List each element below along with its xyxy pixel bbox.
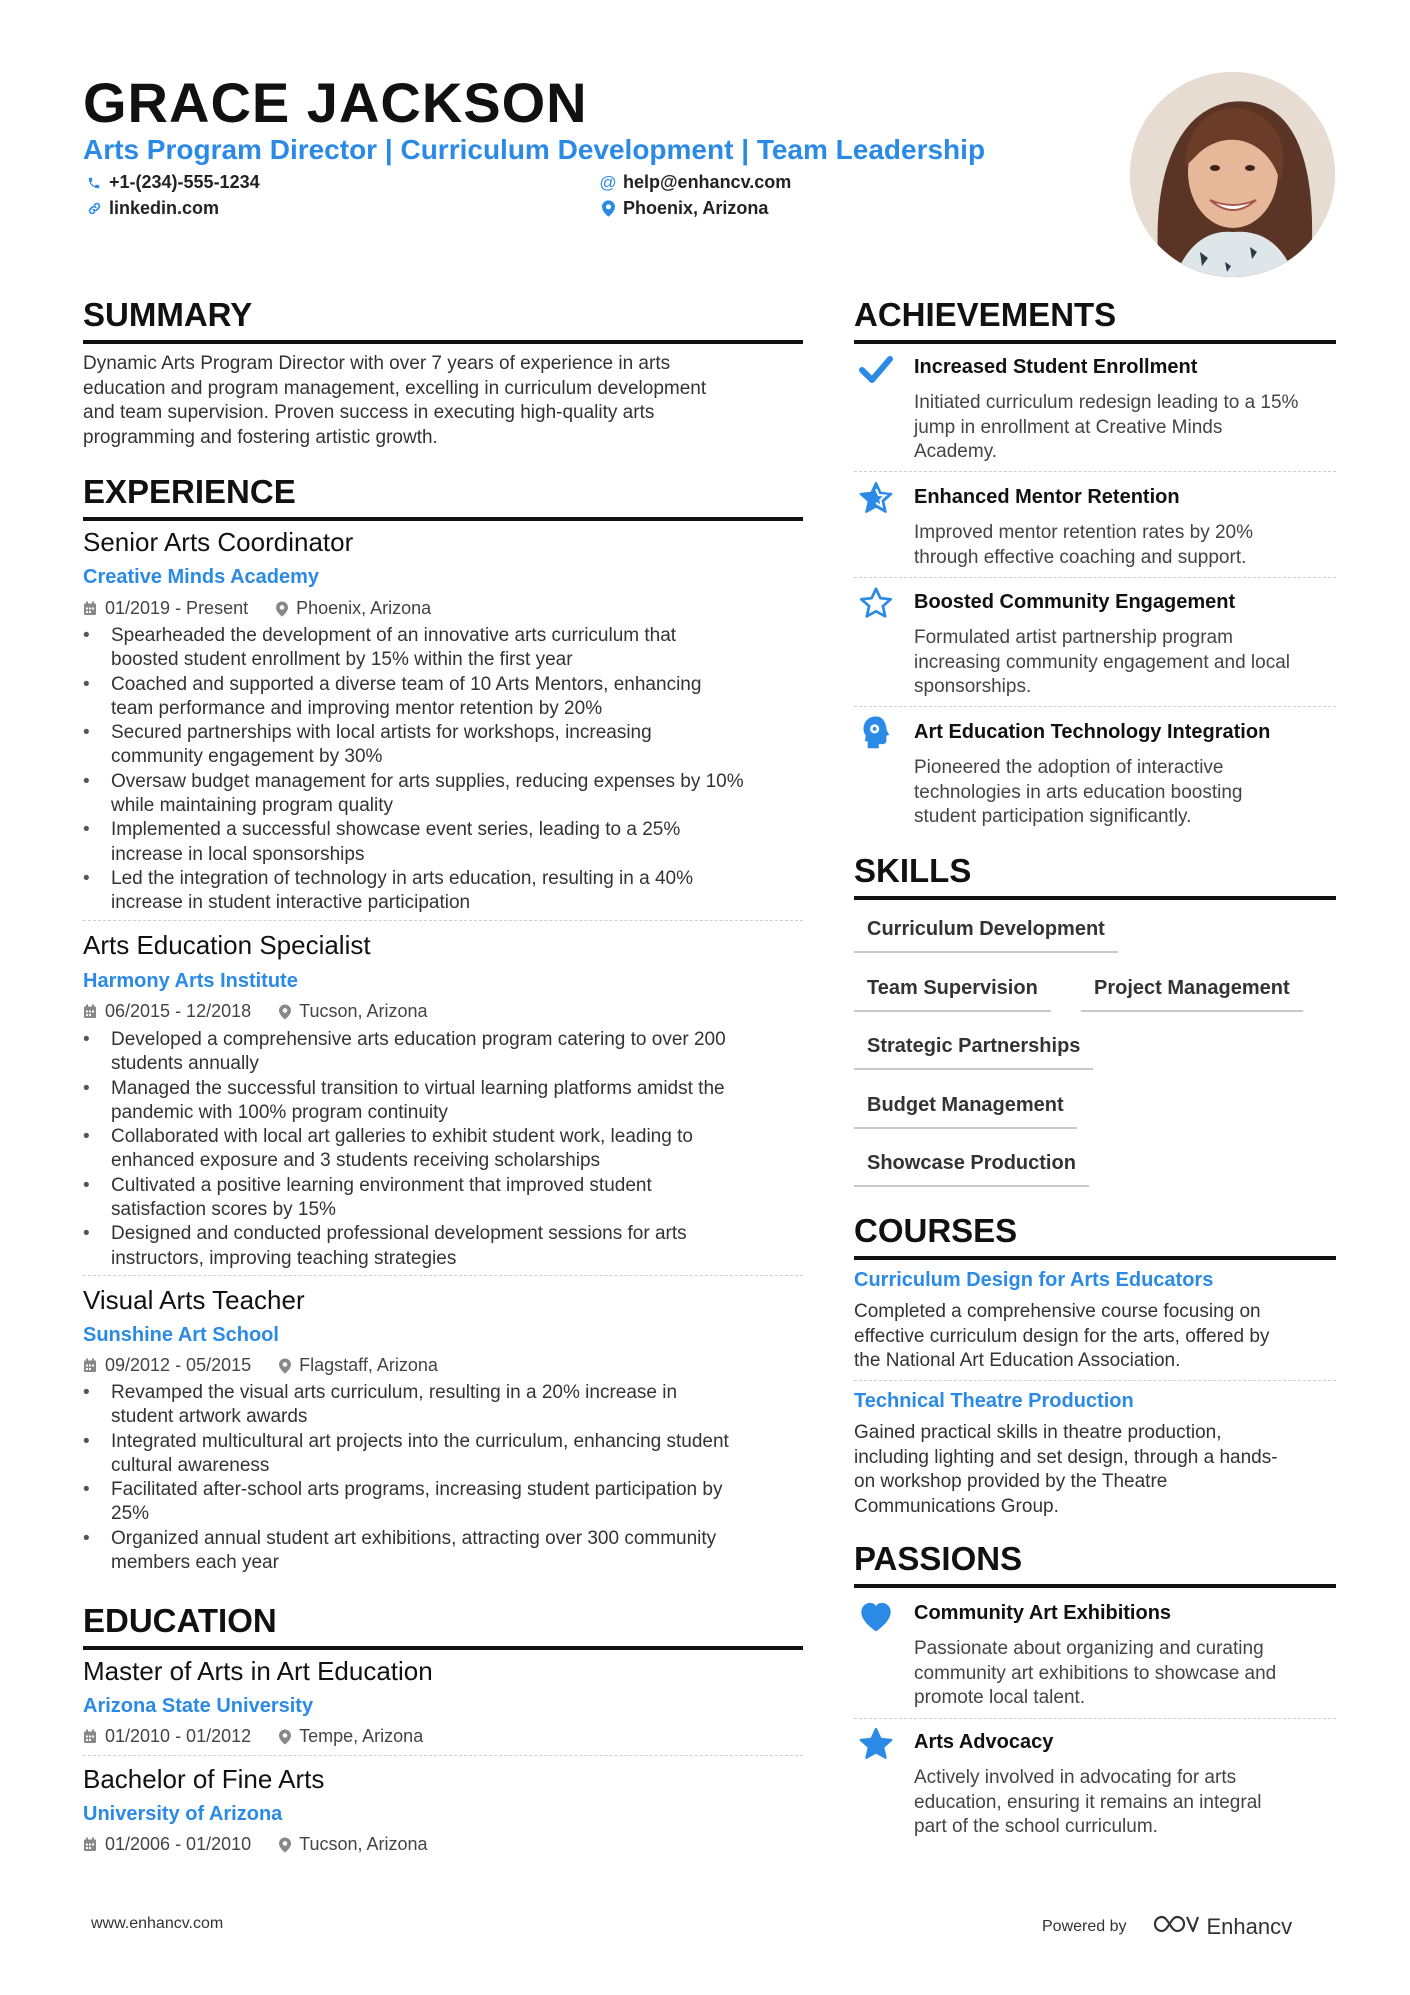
achievement-description: Initiated curriculum redesign leading to a 15% jump in enrollment at Creative Minds Academy. — [914, 392, 1299, 462]
phone-icon — [83, 176, 105, 190]
achievement-description: Formulated artist partnership program increasing community engagement and local sponsorships. — [914, 627, 1290, 697]
summary-line: programming and fostering artistic growth. — [83, 426, 438, 448]
skill-tag: Team Supervision — [854, 977, 1051, 1012]
achievement-title: Enhanced Mentor Retention — [914, 486, 1180, 508]
achievement-title: Increased Student Enrollment — [914, 356, 1198, 378]
contact-linkedin-text[interactable]: linkedin.com — [109, 198, 220, 218]
achievement-title: Art Education Technology Integration — [914, 721, 1271, 743]
bullet-item: • Oversaw budget management for arts supplies, reducing expenses by 10% while maintaining program quality — [83, 770, 808, 819]
job-location: Flagstaff, Arizona — [299, 1355, 438, 1375]
achievement-description: Pioneered the adoption of interactive technologies in arts education boosting student participation significantly. — [914, 757, 1243, 827]
contact-linkedin[interactable] — [83, 198, 219, 219]
skill-tag: Budget Management — [854, 1094, 1077, 1129]
candidate-name: GRACE JACKSON — [83, 71, 588, 134]
star-filled-icon — [856, 478, 896, 518]
skill-tag: Strategic Partnerships — [854, 1035, 1093, 1070]
achievement-title: Boosted Community Engagement — [914, 591, 1236, 613]
bullet-item: • Organized annual student art exhibitions, attracting over 300 community members each year — [83, 1527, 808, 1576]
job-meta — [83, 1001, 428, 1022]
location-pin-icon — [279, 1358, 291, 1374]
bullet-item: • Revamped the visual arts curriculum, resulting in a 20% increase in student artwork awards — [83, 1381, 808, 1430]
company-name: Creative Minds Academy — [83, 566, 320, 588]
skill-tag: Showcase Production — [854, 1152, 1089, 1187]
job-bullets — [83, 1028, 808, 1271]
school-name: Arizona State University — [83, 1695, 314, 1717]
calendar-icon — [83, 1729, 97, 1744]
job-title: Visual Arts Teacher — [83, 1285, 305, 1315]
job-dates: 06/2015 - 12/2018 — [105, 1001, 252, 1021]
skill-tag: Project Management — [1081, 977, 1303, 1012]
passion-description: Passionate about organizing and curating community art exhibitions to showcase and promote local talent. — [914, 1638, 1277, 1708]
job-location: Tucson, Arizona — [299, 1001, 428, 1021]
job-title: Arts Education Specialist — [83, 930, 371, 960]
head-idea-icon — [856, 713, 896, 753]
divider — [83, 920, 803, 921]
location-pin-icon — [597, 200, 619, 217]
profile-photo — [1130, 72, 1335, 277]
location-pin-icon — [276, 601, 288, 617]
job-title: Senior Arts Coordinator — [83, 527, 354, 557]
divider — [854, 471, 1336, 472]
course-description: Gained practical skills in theatre production, including lighting and set design, through a hands- on workshop provided by the Theatre Communications Group. — [854, 1422, 1278, 1517]
checkmark-icon — [856, 350, 896, 390]
link-icon — [83, 201, 105, 216]
contact-location — [597, 198, 768, 219]
bullet-item: • Developed a comprehensive arts education program catering to over 200 students annually — [83, 1028, 808, 1077]
passion-title: Arts Advocacy — [914, 1731, 1054, 1753]
contact-phone — [83, 172, 260, 193]
divider — [854, 1718, 1336, 1719]
summary-line: and team supervision. Proven success in executing high-quality arts — [83, 402, 655, 423]
job-bullets — [83, 624, 808, 916]
bullet-item: • Implemented a successful showcase event series, leading to a 25% increase in local sponsorships — [83, 818, 808, 867]
divider — [83, 1275, 803, 1276]
experience-heading: EXPERIENCE — [83, 473, 803, 521]
divider — [854, 706, 1336, 707]
job-location: Phoenix, Arizona — [296, 598, 432, 618]
education-meta — [83, 1726, 423, 1747]
achievements-heading: ACHIEVEMENTS — [854, 296, 1336, 344]
star-outline-icon — [856, 583, 896, 623]
job-dates: 09/2012 - 05/2015 — [105, 1355, 252, 1375]
footer-website[interactable]: www.enhancv.com — [91, 1915, 224, 1932]
location-pin-icon — [279, 1004, 291, 1020]
enhancv-logo-icon — [1151, 1912, 1199, 1941]
passions-heading: PASSIONS — [854, 1540, 1336, 1588]
calendar-icon — [83, 1358, 97, 1373]
course-title: Technical Theatre Production — [854, 1390, 1134, 1412]
bullet-item: • Collaborated with local art galleries to exhibit student work, leading to enhanced exposure and 3 students receiving scholarships — [83, 1125, 808, 1174]
job-bullets — [83, 1381, 808, 1575]
bullet-item: • Secured partnerships with local artists for workshops, increasing community engagement by 30% — [83, 721, 808, 770]
calendar-icon — [83, 1837, 97, 1852]
achievement-description: Improved mentor retention rates by 20% through effective coaching and support. — [914, 522, 1254, 568]
footer-powered-by — [1042, 1912, 1292, 1941]
course-title: Curriculum Design for Arts Educators — [854, 1269, 1214, 1291]
summary-line: education and program management, excelling in curriculum development — [83, 377, 707, 399]
company-name: Sunshine Art School — [83, 1324, 279, 1346]
divider — [854, 577, 1336, 578]
summary-line: Dynamic Arts Program Director with over 7 years of experience in arts — [83, 353, 671, 374]
company-name: Harmony Arts Institute — [83, 970, 298, 992]
contact-phone-text: +1-(234)-555-1234 — [109, 172, 260, 192]
education-location: Tempe, Arizona — [299, 1726, 424, 1746]
job-meta — [83, 1355, 438, 1376]
location-pin-icon — [279, 1729, 291, 1745]
education-heading: EDUCATION — [83, 1602, 803, 1650]
passion-description: Actively involved in advocating for arts education, ensuring it remains an integral part of the school curriculum. — [914, 1767, 1262, 1837]
contact-email-text[interactable]: help@enhancv.com — [623, 172, 792, 192]
education-dates: 01/2010 - 01/2012 — [105, 1726, 252, 1746]
bullet-item: • Designed and conducted professional development sessions for arts instructors, improving teaching strategies — [83, 1222, 808, 1271]
summary-text — [83, 352, 803, 450]
bullet-item: • Spearheaded the development of an innovative arts curriculum that boosted student enrollment by 15% within the first year — [83, 624, 808, 673]
divider — [83, 1755, 803, 1756]
brand-name: Enhancv — [1206, 1913, 1293, 1939]
contact-location-text: Phoenix, Arizona — [623, 198, 769, 218]
education-dates: 01/2006 - 01/2010 — [105, 1834, 252, 1854]
location-pin-icon — [279, 1837, 291, 1853]
school-name: University of Arizona — [83, 1803, 283, 1825]
candidate-title: Arts Program Director | Curriculum Development | Team Leadership — [83, 134, 986, 165]
bullet-item: • Facilitated after-school arts programs, increasing student participation by 25% — [83, 1478, 808, 1527]
bullet-item: • Cultivated a positive learning environment that improved student satisfaction scores by 15% — [83, 1174, 808, 1223]
at-icon: @ — [599, 172, 617, 192]
contact-email[interactable] — [597, 172, 791, 193]
calendar-icon — [83, 1004, 97, 1019]
bullet-item: • Managed the successful transition to virtual learning platforms amidst the pandemic with 100% program continuity — [83, 1077, 808, 1126]
degree-title: Master of Arts in Art Education — [83, 1656, 433, 1686]
powered-by-label: Powered by — [1042, 1917, 1127, 1935]
skills-heading: SKILLS — [854, 852, 1336, 900]
education-meta — [83, 1834, 428, 1855]
bullet-item: • Led the integration of technology in arts education, resulting in a 40% increase in student interactive participation — [83, 867, 808, 916]
bullet-item: • Coached and supported a diverse team of 10 Arts Mentors, enhancing team performance and improving mentor retention by 20% — [83, 673, 808, 722]
job-dates: 01/2019 - Present — [105, 598, 249, 618]
summary-heading: SUMMARY — [83, 296, 803, 344]
course-description: Completed a comprehensive course focusing on effective curriculum design for the arts, offered by the National Art Education Association. — [854, 1301, 1270, 1371]
star-filled-icon — [856, 1724, 896, 1764]
divider — [854, 1380, 1336, 1381]
education-location: Tucson, Arizona — [299, 1834, 428, 1854]
courses-heading: COURSES — [854, 1212, 1336, 1260]
passion-title: Community Art Exhibitions — [914, 1602, 1172, 1624]
degree-title: Bachelor of Fine Arts — [83, 1764, 325, 1794]
job-meta — [83, 598, 431, 619]
calendar-icon — [83, 601, 97, 616]
bullet-item: • Integrated multicultural art projects into the curriculum, enhancing student cultural awareness — [83, 1430, 808, 1479]
skill-tag: Curriculum Development — [854, 918, 1118, 953]
heart-icon — [856, 1596, 896, 1636]
